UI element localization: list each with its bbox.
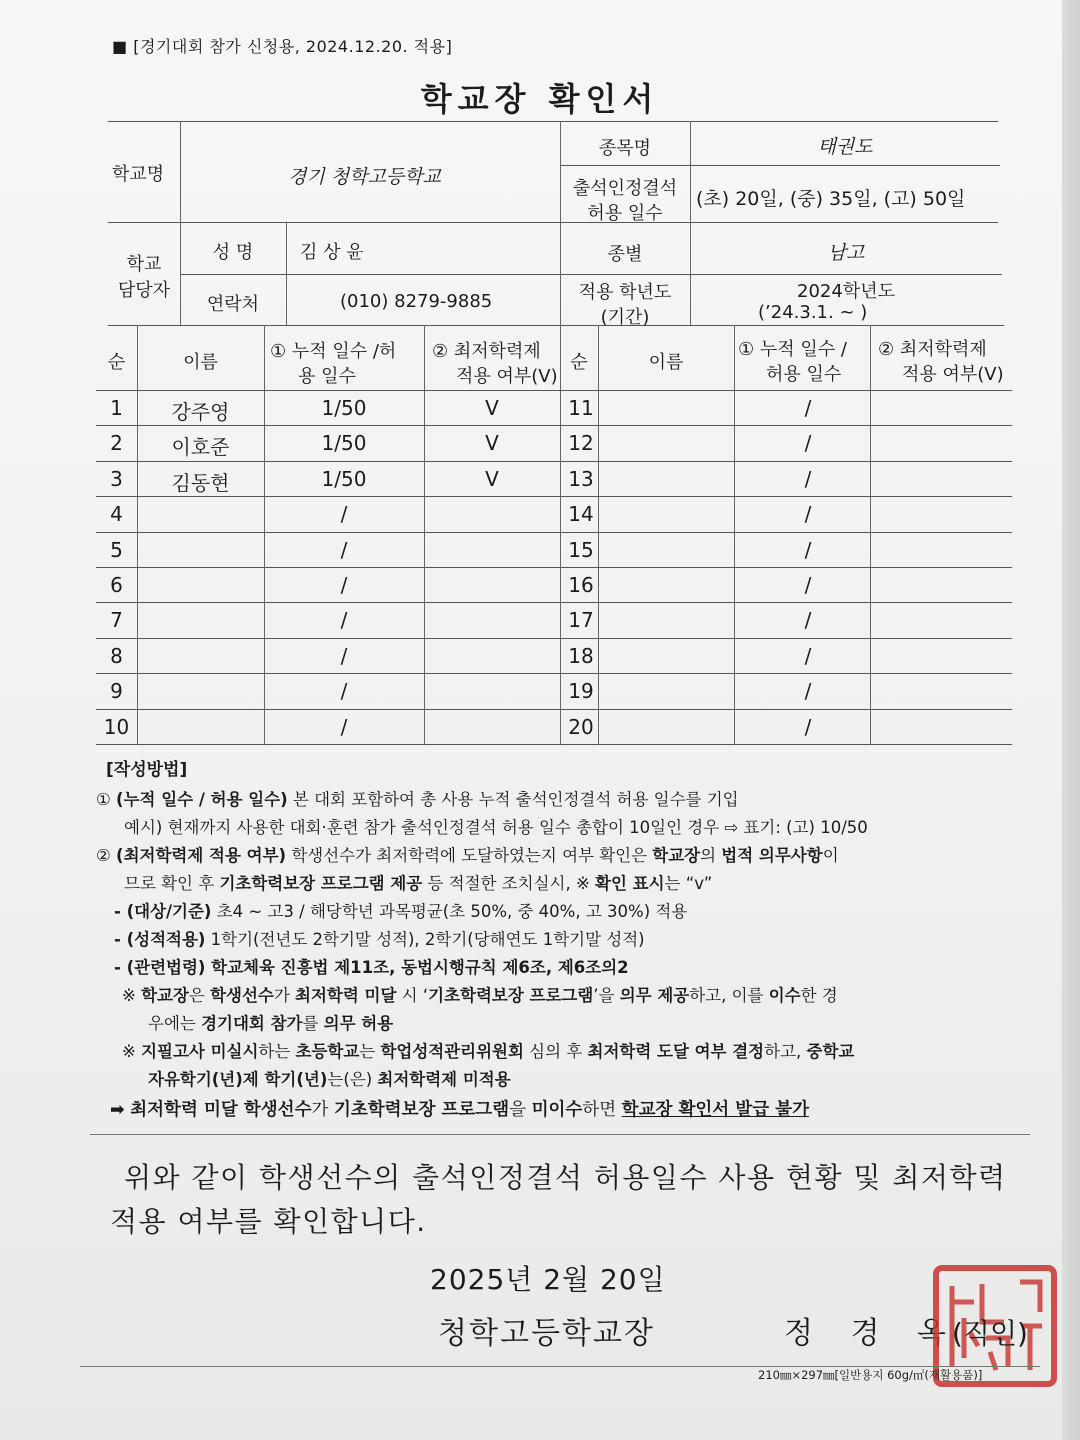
method-l3-bold: (최저학력제 적용 여부) — [116, 846, 287, 865]
header-name-right: 이름 — [648, 352, 684, 373]
method-l3-text3: 이 — [822, 846, 839, 865]
method-l8-t5: 하고, 이를 — [689, 986, 769, 1005]
name-label: 성 명 — [212, 242, 254, 263]
method-l4-text2: 등 적절한 조치실시, ※ — [422, 874, 596, 893]
school-value: 경기 청학고등학교 — [288, 166, 441, 188]
roster-cell-no: 15 — [568, 537, 594, 562]
method-l11-t1: 는(은) — [327, 1070, 378, 1089]
header-min-left-1: ② 최저학력제 — [432, 341, 541, 362]
method-line-9 — [148, 1016, 393, 1033]
header-days-right-1: ① 누적 일수 / — [738, 339, 847, 360]
rule-gender-label — [560, 274, 690, 275]
method-l3-bold2: 학교장 — [652, 846, 701, 865]
roster-cell-days: / — [340, 502, 348, 527]
document-title: 학교장 확인서 — [420, 80, 660, 118]
paper-edge — [1062, 0, 1080, 1440]
year-value-2: (’24.3.1. ~ ) — [758, 302, 868, 323]
method-l1-num: ① — [96, 790, 111, 809]
roster-cell-no: 17 — [568, 608, 594, 633]
method-l3-text2: 의 — [700, 846, 722, 865]
roster-cell-days: / — [804, 679, 812, 704]
roster-cell-no: 7 — [110, 608, 123, 633]
allowed-label-1: 출석인정결석 — [572, 178, 678, 199]
method-l8-b5: 의무 제공 — [619, 986, 690, 1005]
rule-info-mid — [108, 222, 998, 223]
col-days-left — [424, 325, 425, 745]
name-value: 김 상 윤 — [300, 242, 364, 263]
roster-cell-days: / — [804, 714, 812, 739]
rule-header-bottom — [96, 390, 1012, 391]
contact-value: (010) 8279-9885 — [340, 291, 493, 312]
roster-cell-days: / — [340, 714, 348, 739]
allowed-label-2: 허용 일수 — [587, 203, 663, 224]
col-info-2 — [286, 222, 287, 325]
method-line-2: 예시) 현재까지 사용한 대회·훈련 참가 출석인정결석 허용 일수 총합이 10일인 경우 ⇨ 표기: (고) 10/50 — [124, 818, 868, 837]
method-l9-t2: 를 — [302, 1014, 324, 1033]
row-rule — [96, 673, 1012, 674]
row-rule — [96, 709, 1012, 710]
header-min-left-2: 적용 여부(V) — [456, 366, 558, 387]
method-l1-text: 본 대회 포함하여 총 사용 누적 출석인정결석 허용 일수를 기입 — [287, 790, 739, 809]
method-l10-t2: 는 — [359, 1042, 381, 1061]
col-no-left — [137, 325, 138, 745]
roster-cell-days: / — [804, 502, 812, 527]
principal-title: 청학고등학교장 — [438, 1316, 655, 1351]
method-l10-b5: 중학교 — [806, 1042, 855, 1061]
roster-cell-days: / — [340, 537, 348, 562]
method-line-12 — [110, 1102, 809, 1120]
roster-cell-name: 이호준 — [171, 435, 230, 460]
method-l10-t4: 하고, — [764, 1042, 807, 1061]
roster-cell-days: / — [804, 466, 812, 491]
method-l3-bold3: 법적 의무사항 — [721, 846, 823, 865]
method-l4-bold2: 확인 표시 — [595, 874, 665, 893]
confirm-line-1: 위와 같이 학생선수의 출석인정결석 허용일수 사용 현황 및 최저학력 — [124, 1161, 1007, 1194]
method-l8-b2: 학생선수 — [210, 986, 274, 1005]
roster-cell-no: 13 — [568, 466, 594, 491]
gender-value: 남고 — [827, 242, 865, 264]
arrow-icon: ➡ — [110, 1100, 125, 1120]
method-line-3 — [96, 848, 839, 865]
roster-cell-check: V — [485, 431, 499, 456]
header-min-right-1: ② 최저학력제 — [878, 339, 987, 360]
method-line-10 — [122, 1044, 854, 1061]
method-l4-bold: 기초학력보장 프로그램 제공 — [219, 874, 423, 893]
roster-cell-no: 1 — [110, 396, 123, 420]
roster-cell-days: 1/50 — [321, 466, 367, 491]
roster-cell-no: 3 — [110, 466, 123, 491]
method-l11-b1: 자유학기(년)제 학기(년) — [148, 1070, 328, 1089]
header-days-right-2: 허용 일수 — [766, 364, 842, 385]
roster-cell-days: / — [804, 396, 812, 420]
roster-cell-days: / — [340, 643, 348, 668]
method-l12-b4: 학교장 확인서 발급 불가 — [621, 1100, 809, 1120]
method-l9-t1: 우에는 — [148, 1014, 202, 1033]
method-line-6 — [114, 932, 645, 949]
method-l11-b2: 최저학력제 미적용 — [377, 1070, 511, 1089]
method-l12-b2: 기초학력보장 프로그램 — [333, 1100, 510, 1120]
roster-cell-name: 김동현 — [171, 470, 230, 495]
roster-cell-no: 19 — [568, 679, 594, 704]
roster-cell-name: 강주영 — [171, 400, 230, 424]
roster-cell-days: / — [804, 643, 812, 668]
method-l12-t1: 가 — [311, 1100, 334, 1120]
issue-date: 2025년 2월 20일 — [430, 1263, 666, 1296]
method-l6-bold: - (성적적용) — [114, 930, 206, 949]
method-l8-t3: 시 ‘ — [396, 986, 429, 1005]
year-label-1: 적용 학년도 — [578, 282, 672, 303]
method-l12-t3: 하면 — [582, 1100, 622, 1120]
gender-label: 종별 — [607, 244, 643, 265]
header-no-left: 순 — [107, 352, 126, 373]
method-l8-b3: 최저학력 미달 — [295, 986, 397, 1005]
roster-cell-no: 4 — [110, 502, 123, 527]
method-l10-t1: 하는 — [258, 1042, 296, 1061]
method-line-8 — [122, 988, 838, 1005]
confirm-line-2: 적용 여부를 확인합니다. — [110, 1205, 427, 1238]
header-days-left-2: 용 일수 — [298, 366, 356, 387]
row-rule — [96, 461, 1012, 462]
roster-cell-days: 1/50 — [321, 396, 367, 420]
roster-cell-no: 14 — [568, 502, 594, 527]
method-l9-b1: 경기대회 참가 — [201, 1014, 303, 1033]
confirm-statement — [110, 1156, 1030, 1244]
rule-name — [180, 274, 560, 275]
roster-cell-check: V — [485, 396, 499, 420]
method-l8-t4: ’을 — [593, 986, 620, 1005]
method-l8-t6: 한 경 — [800, 986, 838, 1005]
row-rule — [96, 532, 1012, 533]
roster-cell-no: 20 — [568, 714, 594, 739]
row-rule — [96, 567, 1012, 568]
roster-cell-no: 11 — [568, 396, 594, 420]
roster-cell-no: 10 — [103, 714, 130, 739]
method-l9-b2: 의무 허용 — [323, 1014, 394, 1033]
method-line-1 — [96, 792, 739, 809]
row-rule — [96, 744, 1012, 745]
method-l12-b1: 최저학력 미달 학생선수 — [130, 1100, 312, 1120]
method-l8-b6: 이수 — [768, 986, 801, 1005]
manager-label-1: 학교 — [126, 254, 162, 275]
roster-cell-no: 9 — [110, 679, 123, 704]
header-no-right: 순 — [570, 352, 588, 373]
contact-label: 연락처 — [206, 294, 260, 315]
method-l8-t1: 은 — [188, 986, 211, 1005]
method-l8-b1: 학교장 — [141, 986, 189, 1005]
method-line-4 — [124, 876, 712, 893]
rule-confirm-top — [90, 1134, 1030, 1135]
method-l10-mark: ※ — [122, 1042, 142, 1061]
method-l8-mark: ※ — [122, 986, 142, 1005]
manager-label-2: 담당자 — [117, 280, 171, 301]
roster-cell-days: / — [804, 537, 812, 562]
roster-cell-days: / — [804, 573, 812, 597]
roster-cell-no: 2 — [110, 431, 123, 456]
roster-cell-check: V — [485, 466, 499, 491]
rule-gender — [690, 274, 1002, 275]
allowed-value: (초) 20일, (중) 35일, (고) 50일 — [696, 188, 966, 210]
year-label-2: (기간) — [600, 307, 650, 328]
method-l12-b3: 미이수 — [531, 1100, 583, 1120]
method-line-7: - (관련법령) 학교체육 진흥법 제11조, 동법시행규칙 제6조, 제6조의2 — [114, 958, 629, 977]
roster-cell-days: / — [340, 679, 348, 704]
row-rule — [96, 602, 1012, 603]
seal-label: (직인) — [952, 1317, 1028, 1350]
roster-cell-no: 8 — [110, 643, 123, 668]
method-l10-b1: 지필고사 미실시 — [141, 1042, 259, 1061]
header-note: ■ [경기대회 참가 신청용, 2024.12.20. 적용] — [112, 37, 453, 56]
principal-name: 정 경 옥 — [784, 1316, 961, 1351]
method-l3-text: 학생선수가 최저학력에 도달하였는지 여부 확인은 — [286, 846, 653, 865]
method-l10-t3: 심의 후 — [523, 1042, 588, 1061]
paper-spec-footer: 210㎜×297㎜[일반용지 60g/㎡(재활용품)] — [758, 1368, 983, 1382]
method-l4-text3: 는 “v” — [664, 874, 713, 893]
method-l8-t2: 가 — [273, 986, 296, 1005]
rule-sport — [690, 165, 1000, 166]
row-rule — [96, 496, 1012, 497]
method-l1-bold: (누적 일수 / 허용 일수) — [116, 790, 288, 809]
header-name-left: 이름 — [183, 352, 218, 373]
rule-sport-label — [560, 165, 690, 166]
method-l6-text: 1학기(전년도 2학기말 성적), 2학기(당해연도 1학기말 성적) — [205, 930, 645, 949]
roster-cell-no: 12 — [568, 431, 594, 456]
method-heading: [작성방법] — [106, 760, 188, 780]
row-rule — [96, 638, 1012, 639]
method-l4-text: 므로 확인 후 — [124, 874, 220, 893]
roster-cell-days: / — [804, 431, 812, 456]
method-l10-b2: 초등학교 — [295, 1042, 360, 1061]
roster-cell-days: 1/50 — [321, 431, 367, 456]
school-label: 학교명 — [112, 164, 165, 185]
method-l10-b3: 학업성적관리위원회 — [380, 1042, 524, 1061]
method-line-5 — [114, 904, 687, 921]
method-l12-t2: 을 — [509, 1100, 532, 1120]
roster-cell-days: / — [340, 573, 348, 597]
method-l5-bold: - (대상/기준) — [114, 902, 212, 921]
roster-cell-days: / — [340, 608, 348, 633]
roster-cell-no: 5 — [110, 537, 123, 562]
header-days-left-1: ① 누적 일수 /허 — [270, 341, 397, 362]
method-l8-b4: 기초학력보장 프로그램 — [428, 986, 594, 1005]
roster-cell-no: 16 — [568, 573, 594, 597]
rule-top — [108, 121, 998, 122]
roster-cell-no: 6 — [110, 573, 123, 597]
roster-cell-no: 18 — [568, 643, 594, 668]
header-min-right-2: 적용 여부(V) — [902, 364, 1004, 385]
sport-label: 종목명 — [598, 138, 652, 159]
sport-value: 태권도 — [817, 136, 873, 158]
method-l5-text: 초4 ~ 고3 / 해당학년 과목평균(초 50%, 중 40%, 고 30%) 적용 — [211, 902, 688, 921]
method-l3-num: ② — [96, 846, 111, 865]
method-l10-b4: 최저학력 도달 여부 결정 — [587, 1042, 765, 1061]
row-rule — [96, 425, 1012, 426]
year-value-1: 2024학년도 — [797, 281, 895, 302]
roster-cell-days: / — [804, 608, 812, 633]
method-line-11 — [148, 1072, 511, 1089]
